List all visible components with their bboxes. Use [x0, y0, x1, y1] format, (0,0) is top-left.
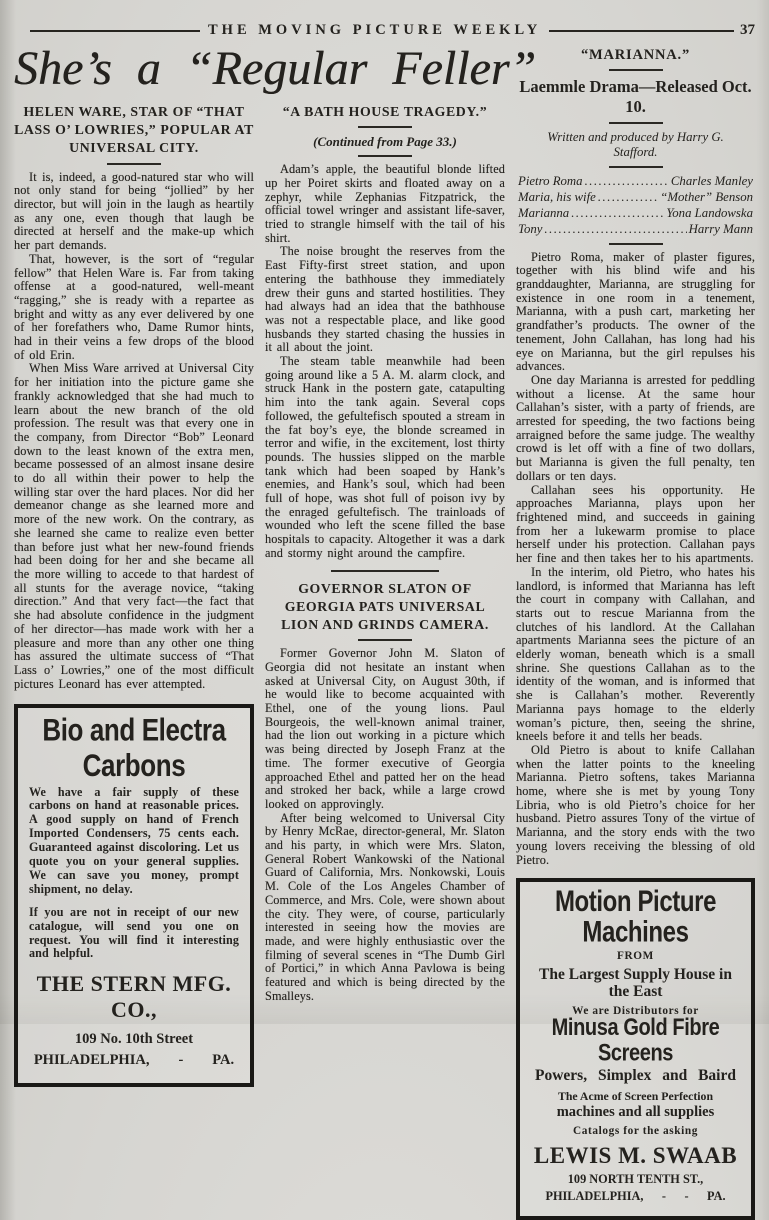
swaab-catalogs-line: Catalogs for the asking — [573, 1125, 698, 1138]
cast-actor: “Mother” Benson — [660, 189, 753, 204]
swaab-supply-line: The Largest Supply House in the East — [539, 965, 732, 1001]
marianna-release-line: Laemmle Drama—Released Oct. 10. — [519, 77, 752, 116]
cast-role: Tony — [518, 221, 543, 236]
masthead — [14, 0, 755, 39]
cast-dot-leader — [585, 174, 669, 190]
page-number: 37 — [740, 22, 755, 38]
helen-ware-paragraph: It is, indeed, a good-natured star who will not only stand for being “jollied” by her director, but will join in the laugh as heartily as any one, even though that laugh be directed at herself and the make-up which her part demands. — [14, 169, 254, 253]
swaab-ad-headline: Motion Picture Machines — [554, 885, 717, 950]
section-divider-rule — [331, 570, 439, 572]
swaab-company-name: LEWIS M. SWAAB — [533, 1143, 738, 1169]
masthead-rule-left — [30, 30, 200, 32]
cast-dot-leader — [544, 222, 686, 238]
stern-ad-headline: Bio and Electra Carbons — [42, 711, 226, 784]
divider-rule — [358, 155, 412, 157]
bath-house-paragraph: Adam’s apple, the beautiful blonde lifted up her Poiret skirts and floated away on a zephyr, while Zephanias Fitzpatrick, the official towel wringer and assistant life-saver, tried to strangle himself with the tail of his shirt. — [265, 162, 505, 245]
column-middle — [265, 103, 505, 1087]
stern-company-name: THE STERN MFG. CO., — [36, 971, 232, 1023]
marianna-paragraph: Old Pietro is about to knife Callahan when the latter points to the kneeling Marianna. Pietro softens, takes Marianna home, where she is met by young Tony Libria, who is old Pietro’s choice for her husband. Pietro assures Tony of the virtue of Marianna, and the story ends with the two young lovers receiving the blessing of old Pietro. — [516, 742, 755, 867]
cast-row — [518, 206, 753, 222]
divider-rule — [609, 166, 663, 168]
divider-rule — [358, 639, 412, 641]
stern-address-city: PHILADELPHIA, - PA. — [33, 1052, 235, 1069]
page-columns — [14, 41, 755, 1220]
swaab-machines-ad — [516, 878, 755, 1219]
divider-rule — [609, 243, 663, 245]
stern-address-street: 109 No. 10th Street — [74, 1031, 194, 1048]
cast-role: Pietro Roma — [518, 173, 583, 188]
cast-role: Maria, his wife — [518, 189, 596, 204]
marianna-paragraph: Pietro Roma, maker of plaster figures, together with his blind wife and his granddaughter, Marianna, are struggling for existence in one room in a tenement, Marianna, with a push cart, marketing her grandfather’s products. The owner of the tenement, John Callahan, has long had his eye on Marianna, but the girl repulses his advances. — [516, 249, 755, 374]
bath-house-paragraph: The steam table meanwhile had been going around like a 5 A. M. alarm clock, and struck Hank in the postern gate, catapulting him into the tank again. Several cops followed, the gefultefisch spouted a stream in the fat boy’s eye, the blonde screamed in terror and wifie, in the excitement, lost thirty pounds. The hussies slipped on the marble tank which had been soaped by Hank’s enemies, and Hank’s soul, which had been full of hope, was shot full of poison ivy by the enraged gefultefisch. The trainloads of wounded who left the scene filled the base hospitals to capacity. Altogether it was a dark and stormy night around the campfire. — [265, 354, 505, 560]
cast-row — [518, 190, 753, 206]
bath-house-paragraph: The noise brought the reserves from the East Fifty-first street station, and upon entering the bathhouse they immediately drew their guns and started hostilities. They had always had an idea that the bathhouse was not a respectable place, and like good husbands they started chasing the hussies in it all about the joint. — [265, 244, 505, 355]
swaab-address-street: 109 NORTH TENTH ST., — [567, 1172, 704, 1187]
page-title: She’s a “Regular Feller” — [14, 42, 537, 95]
stern-ad-body: We have a fair supply of these carbons on hand at reasonable prices. A good supply on hand of French Imported Condensers, 75 cents each. Guaranteed against discoloring. Let us quote you on your general supplies. We can save you money, prompt shipment, no delay. — [29, 784, 239, 896]
marianna-paragraph: One day Marianna is arrested for peddling without a license. At the same hour Callahan’s sister, with a party of friends, are arrested for speeding, the two factions being arraigned before the same judge. The wealthy crowd is let off with a fine of two dollars, but Marianna is given the full penalty, ten dollars or ten days. — [516, 372, 755, 483]
swaab-distributors-line: We are Distributors for — [572, 1005, 699, 1018]
swaab-powers-line: Powers, Simplex and Baird — [535, 1067, 736, 1085]
swaab-minusa-line: Minusa Gold Fibre Screens — [551, 1014, 720, 1067]
swaab-address-city: PHILADELPHIA, - - PA. — [545, 1189, 726, 1204]
helen-ware-paragraph: That, however, is the sort of “regular fellow” that Helen Ware is. Far from taking offense at a good-natured, well-meant “ragging,” she is ready with a repartee as bright and witty as any ever delivered by one of her forefathers who, Dame Rumor hints, had in their veins a few drops of the blood of old Erin. — [14, 251, 254, 362]
cast-list — [518, 174, 753, 238]
marianna-title: “MARIANNA.” — [580, 47, 691, 63]
divider-rule — [609, 122, 663, 124]
divider-rule — [358, 126, 412, 128]
bath-house-heading: “A BATH HOUSE TRAGEDY.” — [282, 104, 488, 119]
helen-ware-paragraph: When Miss Ware arrived at Universal City for her initiation into the picture game she frankly acknowledged that she had much to learn about the new branch of the old profession. The result was that every one in the company, from Director “Bob” Leonard down to the least known of the extra men, became possessed of an almost insane desire to do all within their power to help the willing star over the hard places. Nor did her demeanor change as she learned more and more of the new work. On the contrary, as she learned she came to realize even better than before just what her new-found friends had been doing for her and she became all the more willing to accede to that hardest of all stunts for the average novice, “taking direction.” And that very fact—the fact that she had absolute confidence in the judgment of her director—has made work with her a pleasure and more than any other one thing has assured the ultimate success of “That Lass o’ Lowries,” one of the most difficult pictures Leonard has ever attempted. — [14, 361, 254, 691]
marianna-paragraph: In the interim, old Pietro, who hates his landlord, is informed that Marianna has left the court in company with Callahan, and starts out to rescue Marianna from the clutches of his landlord. At the Callahan apartments Marianna sees the picture of an elderly woman, beneath which is a small shrine. She questions Callahan as to the identity of the woman, and is informed that she is Callahan’s mother. Reverently Marianna pays homage to the elderly woman’s picture, then, seeing the shrine, kneels before it and tells her beads. — [516, 564, 755, 744]
cast-actor: Harry Mann — [688, 221, 753, 236]
stern-ad-body: If you are not in receipt of our new catalogue, will send you one on request. You will find it interesting and helpful. — [29, 904, 239, 961]
divider-rule — [107, 163, 161, 165]
cast-role: Marianna — [518, 205, 570, 220]
masthead-rule-right — [549, 30, 734, 32]
masthead-title: THE MOVING PICTURE WEEKLY — [208, 22, 542, 38]
cast-actor: Yona Landowska — [666, 205, 753, 220]
cast-dot-leader — [571, 206, 664, 222]
marianna-credit-line: Written and produced by Harry G. Stafford. — [547, 130, 724, 160]
swaab-from-label: FROM — [617, 949, 654, 962]
governor-paragraph: Former Governor John M. Slaton of Georgia did not hesitate an instant when asked at Universal City, on August 30th, if he would like to become acquainted with Ethel, one of the young lions. Paul Bourgeois, the well-known animal trainer, had the lion out working in a picture which was being directed by Joseph Franz at the time. The former executive of Georgia approached Ethel and patted her on the head and stroked her back, while a large crowd looked on approvingly. — [265, 646, 505, 811]
cast-dot-leader — [598, 190, 658, 206]
governor-paragraph: After being welcomed to Universal City by Henry McRae, director-general, Mr. Slaton and his party, in which were Mrs. Slaton, General Robert Wankowski of the National Guard of California, Mrs. Nonkowski, Louis M. Cole of the Los Angeles Chamber of Commerce, and Mrs. Cole, were shown about the city. They were, of course, particularly interested in seeing how the movies are made, and were highly enthusiastic over the filming of several scenes in “The Dumb Girl of Portici,” in which Anna Pavlowa is being featured and which is being directed by the Smalleys. — [265, 810, 505, 1003]
column-left — [14, 103, 254, 1087]
continued-from-note: (Continued from Page 33.) — [313, 134, 457, 150]
divider-rule — [609, 69, 663, 71]
cast-actor: Charles Manley — [670, 173, 753, 188]
swaab-machines-line: machines and all supplies — [556, 1104, 715, 1121]
helen-ware-heading: HELEN WARE, STAR OF “THAT LASS O’ LOWRIES,” POPULAR AT UNIVERSAL CITY. — [14, 104, 254, 156]
column-right — [516, 41, 755, 1220]
stern-carbons-ad — [14, 704, 254, 1087]
marianna-paragraph: Callahan sees his opportunity. He approaches Marianna, plays upon her frightened mind, and succeeds in gaining from her a lukewarm promise to place herself under his protection. Callahan pays her fine and then takes her to his apartments. — [516, 482, 755, 566]
cast-row — [518, 222, 753, 238]
swaab-acme-line: The Acme of Screen Perfection — [557, 1089, 714, 1104]
governor-slaton-heading: GOVERNOR SLATON OF GEORGIA PATS UNIVERSAL LION AND GRINDS CAMERA. — [281, 580, 489, 632]
cast-row — [518, 174, 753, 190]
